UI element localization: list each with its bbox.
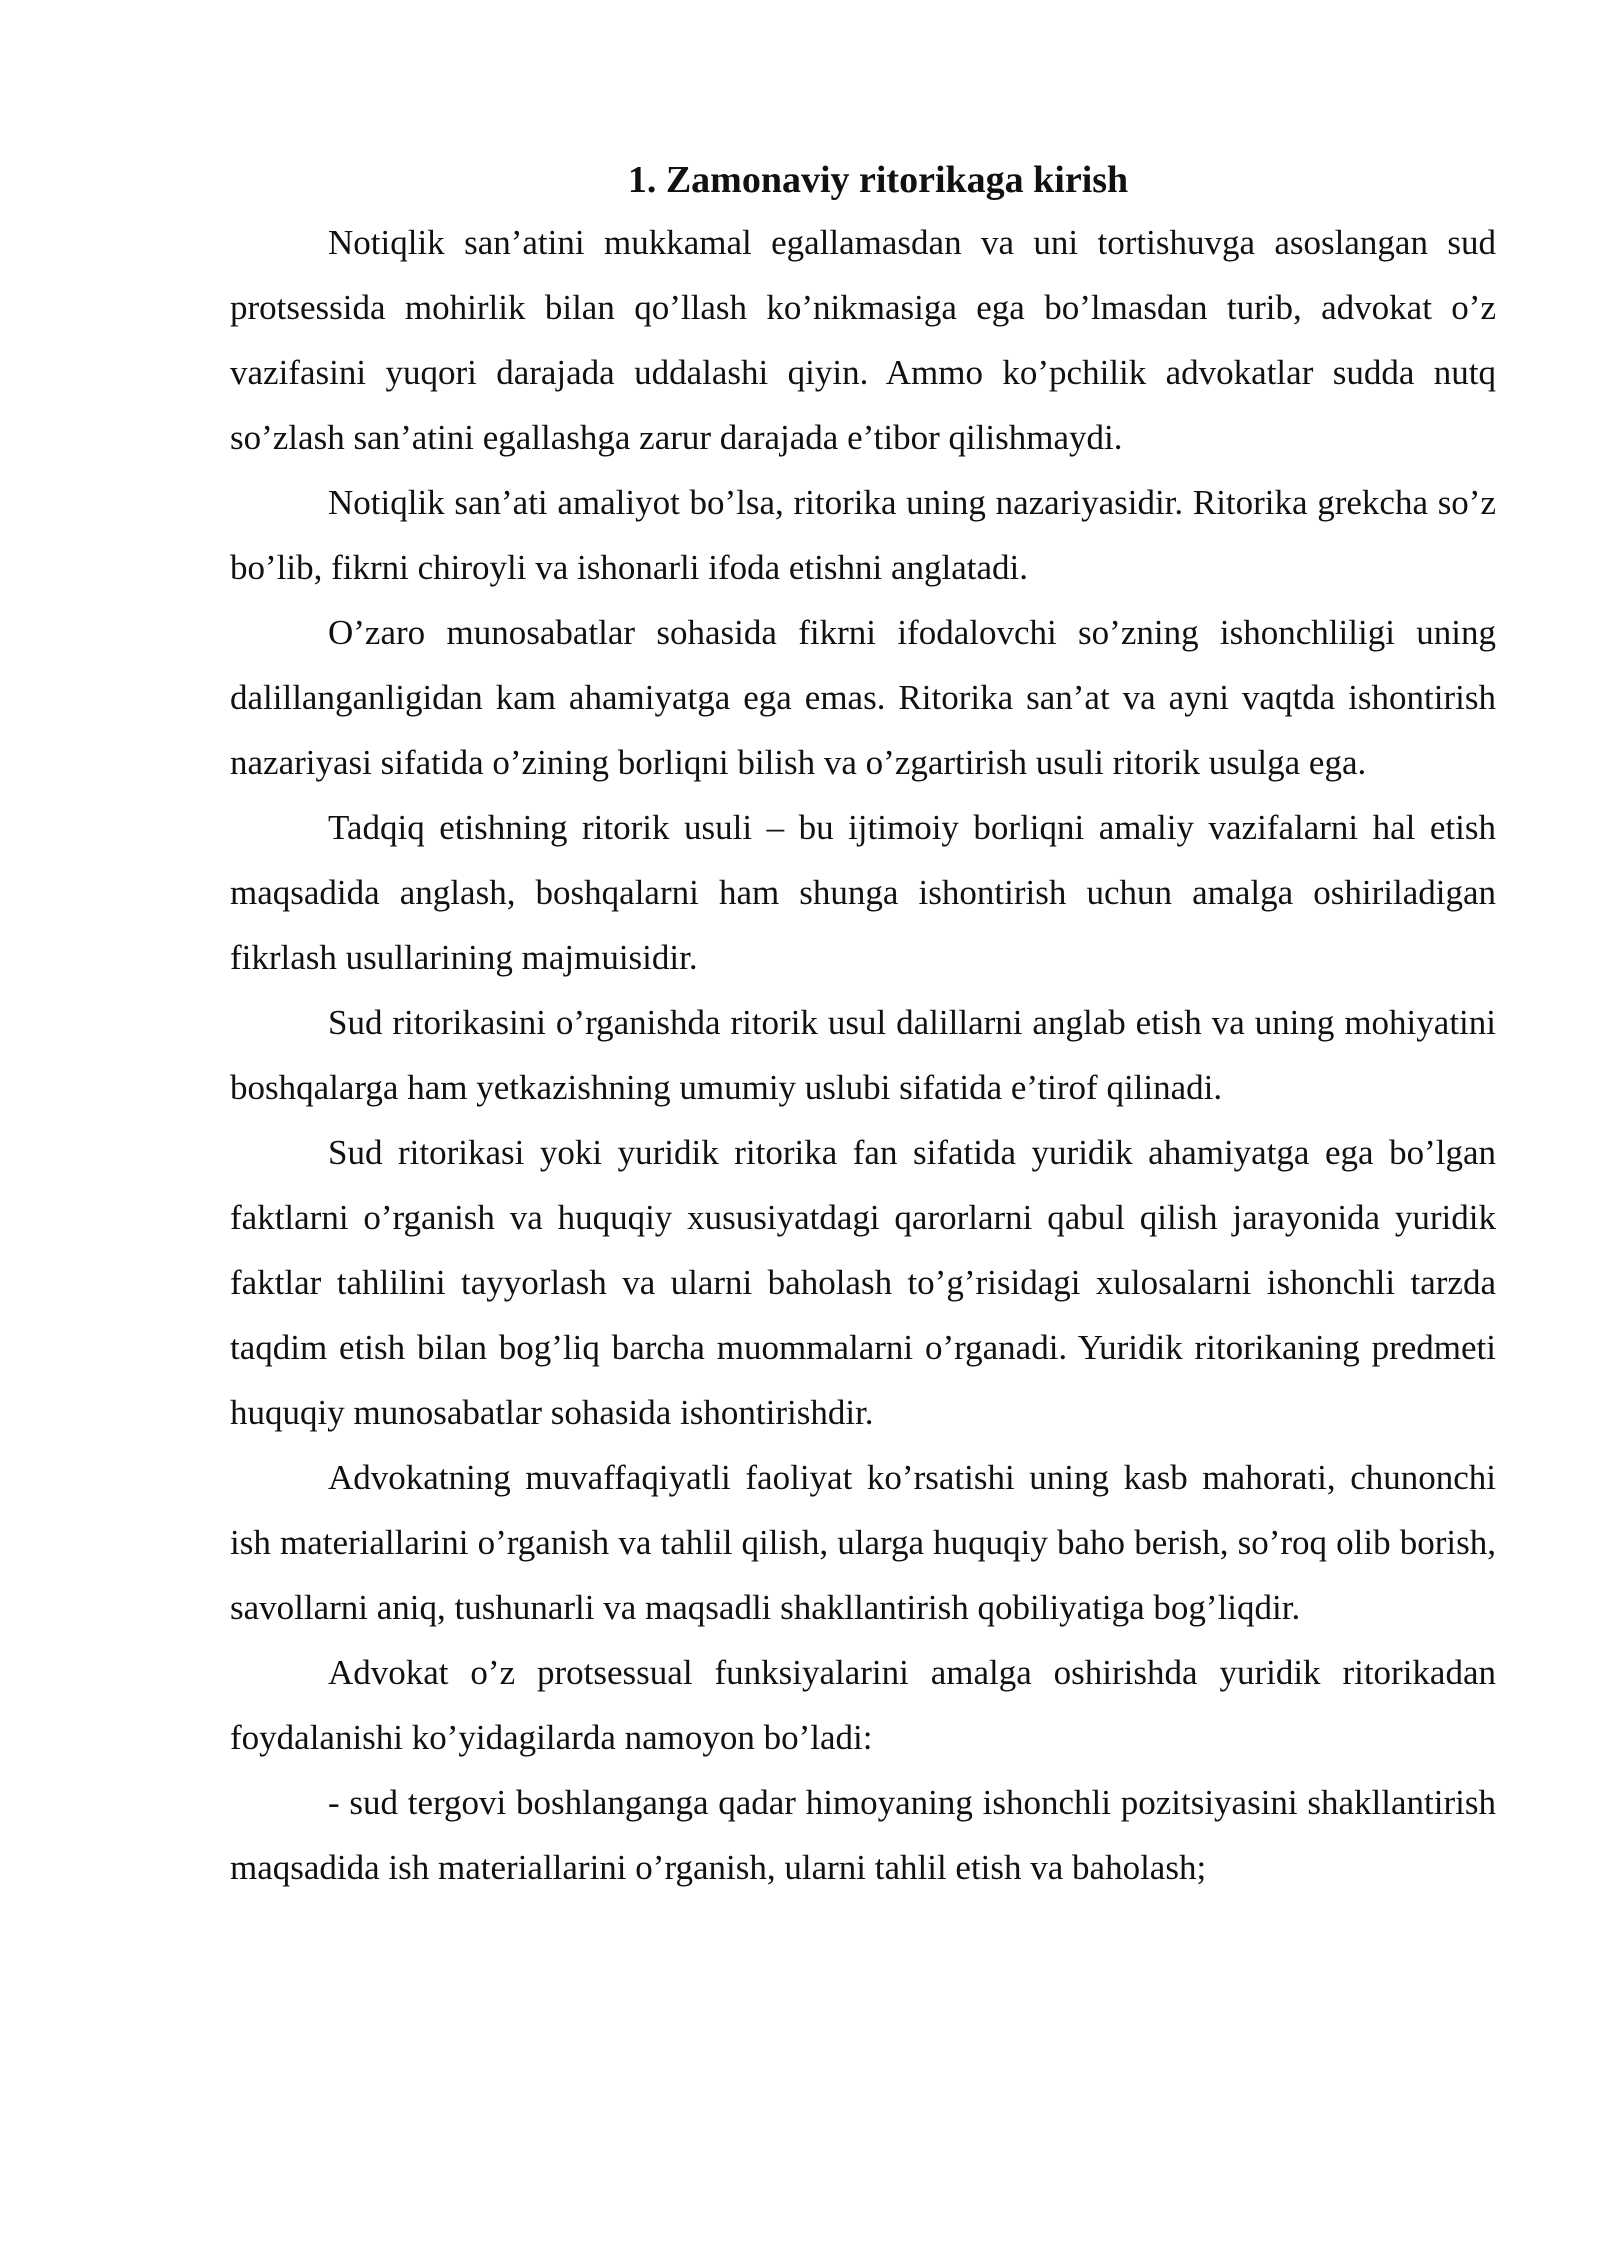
paragraph: Advokatning muvaffaqiyatli faoliyat ko’rsatishi uning kasb mahorati, chunonchi ish materiallarini o’rganish va tahlil qilish, ularga huquqiy baho berish, so’roq olib borish, savollarni aniq, tushunarli va maqsadli shakllantirish qobiliyatiga bog’liqdir. bbox=[230, 1458, 1496, 1627]
paragraph: Sud ritorikasi yoki yuridik ritorika fan sifatida yuridik ahamiyatga ega bo’lgan faktlarni o’rganish va huquqiy xususiyatdagi qarorlarni qabul qilish jarayonida yuridik faktlar tahlilini tayyorlash va ularni baholash to’g’risidagi xulosalarni ishonchli tarzda taqdim etish bilan bog’liq barcha muommalarni o’rganadi. Yuridik ritorikaning predmeti huquqiy munosabatlar sohasida ishontirishdir. bbox=[230, 1133, 1496, 1432]
paragraph: Tadqiq etishning ritorik usuli – bu ijtimoiy borliqni amaliy vazifalarni hal etish maqsadida anglash, boshqalarni ham shunga ishontirish uchun amalga oshiriladigan fikrlash usullarining majmuisidir. bbox=[230, 808, 1496, 977]
document-page bbox=[230, 150, 1496, 1900]
paragraph: Notiqlik san’atini mukkamal egallamasdan va uni tortishuvga asoslangan sud protsessida mohirlik bilan qo’llash ko’nikmasiga ega bo’lmasdan turib, advokat o’z vazifasini yuqori darajada uddalashi qiyin. Ammo ko’pchilik advokatlar sudda nutq so’zlash san’atini egallashga zarur darajada e’tibor qilishmaydi. bbox=[230, 223, 1496, 457]
paragraph: Sud ritorikasini o’rganishda ritorik usul dalillarni anglab etish va uning mohiyatini boshqalarga ham yetkazishning umumiy uslubi sifatida e’tirof qilinadi. bbox=[230, 1003, 1496, 1107]
list-item: - sud tergovi boshlanganga qadar himoyaning ishonchli pozitsiyasini shakllantirish maqsadida ish materiallarini o’rganish, ularni tahlil etish va baholash; bbox=[230, 1783, 1496, 1887]
section-title: 1. Zamonaviy ritorikaga kirish bbox=[627, 159, 1129, 201]
paragraph: O’zaro munosabatlar sohasida fikrni ifodalovchi so’zning ishonchliligi uning dalillanganligidan kam ahamiyatga ega emas. Ritorika san’at va ayni vaqtda ishontirish nazariyasi sifatida o’zining borliqni bilish va o’zgartirish usuli ritorik usulga ega. bbox=[230, 613, 1496, 782]
paragraph: Notiqlik san’ati amaliyot bo’lsa, ritorika uning nazariyasidir. Ritorika grekcha so’z bo’lib, fikrni chiroyli va ishonarli ifoda etishni anglatadi. bbox=[230, 483, 1496, 587]
paragraph: Advokat o’z protsessual funksiyalarini amalga oshirishda yuridik ritorikadan foydalanishi ko’yidagilarda namoyon bo’ladi: bbox=[230, 1653, 1496, 1757]
